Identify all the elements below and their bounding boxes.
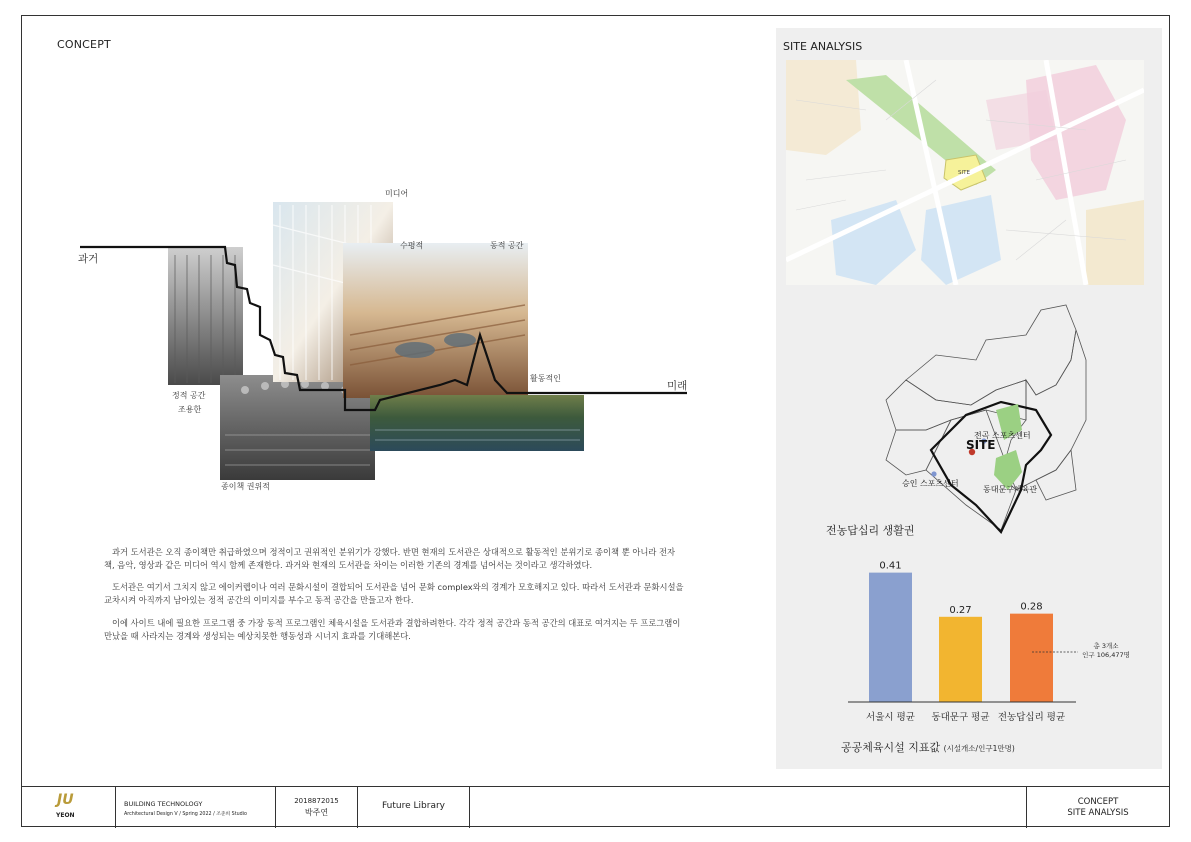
jeonnong-district-outline bbox=[931, 402, 1051, 532]
district-diagram bbox=[786, 300, 1156, 540]
center2-marker bbox=[931, 471, 936, 476]
label-future: 미래 bbox=[667, 380, 688, 392]
label-past: 과거 bbox=[78, 253, 99, 265]
footer-empty-cell bbox=[469, 787, 1027, 828]
chart-title bbox=[841, 739, 1015, 755]
footer-student-id: 2018872015 bbox=[294, 797, 339, 805]
chart-category-label-1: 서울시 평균 bbox=[866, 712, 915, 723]
footer-sheet-line1: CONCEPT bbox=[1077, 797, 1119, 807]
footer-project: Future Library bbox=[357, 787, 469, 828]
logo-text: YEON bbox=[56, 812, 75, 819]
chart-bar-1 bbox=[869, 573, 912, 702]
footer-course bbox=[115, 787, 275, 828]
district-caption: 전농답십리 생활권 bbox=[826, 524, 915, 537]
chart-title-unit: (시설개소/인구1만명) bbox=[943, 744, 1015, 753]
label-horizontal: 수평적 bbox=[400, 241, 424, 250]
chart-bar-3 bbox=[1010, 614, 1053, 702]
facility-index-chart bbox=[786, 540, 1156, 765]
chart-value-label-2: 0.27 bbox=[949, 604, 972, 616]
label-active: 활동적인 bbox=[530, 374, 561, 383]
collage-graphic bbox=[75, 185, 695, 495]
label-quiet: 조용한 bbox=[178, 405, 202, 414]
concept-paragraph-1: 과거 도서관은 오직 종이책만 취급하였으며 정적이고 권위적인 분위기가 강했다. 반면 현재의 도서관은 상대적으로 활동적인 분위기로 종이책 뿐 아니라 전자책, 음악, 영상과 같은 미디어 역시 함께 존재한다. 과거와 현재의 도서관을 차이는 이러한 기존의 경계를 넘어서는 것이라고 생각하였다. bbox=[104, 547, 676, 570]
chart-title-text: 공공체육시설 지표값 bbox=[841, 741, 941, 754]
district-map-graphic bbox=[786, 300, 1156, 540]
label-static-space: 정적 공간 bbox=[172, 391, 206, 400]
old-library-photo bbox=[168, 247, 243, 385]
label-dynamic-space: 동적 공간 bbox=[490, 241, 524, 250]
concept-paragraph-3: 이에 사이트 내에 필요한 프로그램 중 가장 동적 프로그램인 체육시설을 도서관과 결합하려한다. 각각 정적 공간과 동적 공간의 대표로 여겨지는 두 프로그램이 만났을 때 사라지는 경계와 생성되는 예상치못한 행동성과 시너지 효과를 기대해본다. bbox=[104, 618, 681, 641]
concept-paragraph-2: 도서관은 여기서 그치지 않고 에이커렙이나 여러 문화시설이 결합되어 도서관을 넘어 문화 complex와의 경계가 모호해지고 있다. 따라서 도서관과 문화시설을 교차시켜 아직까지 남아있는 정적 공간의 이미지를 부수고 동적 공간을 만들고자 한다. bbox=[104, 582, 684, 605]
diagram-site-label: SITE bbox=[966, 438, 996, 452]
center3-label: 동대문구체육관 bbox=[983, 485, 1038, 494]
concept-collage bbox=[75, 185, 695, 495]
chart-value-label-3: 0.28 bbox=[1020, 601, 1043, 613]
footer-sheet bbox=[1026, 787, 1169, 828]
footer-sheet-line2: SITE ANALYSIS bbox=[1067, 808, 1129, 818]
chart-value-label-1: 0.41 bbox=[879, 560, 902, 572]
chart-annotation-line2: 인구 106,477명 bbox=[1082, 651, 1130, 659]
logo bbox=[40, 790, 100, 826]
site-analysis-title: SITE ANALYSIS bbox=[783, 40, 863, 53]
footer-course-title: BUILDING TECHNOLOGY bbox=[124, 800, 203, 808]
site-map bbox=[786, 60, 1144, 285]
footer-bar bbox=[21, 786, 1170, 829]
chart-category-label-2: 동대문구 평균 bbox=[931, 712, 990, 723]
concept-title: CONCEPT bbox=[57, 38, 111, 51]
label-media: 미디어 bbox=[385, 189, 409, 198]
center2-label: 승인 스포츠센터 bbox=[902, 479, 959, 488]
chart-bar-2 bbox=[939, 617, 982, 702]
chart-category-label-3: 전농답십리 평균 bbox=[997, 712, 1066, 723]
chart-annotation-line1: 총 3개소 bbox=[1093, 642, 1119, 650]
footer-student-name: 박주연 bbox=[304, 808, 329, 817]
park-photo bbox=[370, 395, 584, 451]
label-paper-authority: 종이책 권위적 bbox=[221, 482, 270, 491]
site-map-graphic bbox=[786, 60, 1144, 285]
map-site-label: SITE bbox=[958, 170, 970, 176]
footer-student bbox=[275, 787, 357, 828]
footer-course-sub: Architectural Design V / Spring 2022 / 조준희 Studio bbox=[124, 812, 247, 817]
logo-mark: JU bbox=[57, 792, 74, 808]
center1-label: 전곡 스포츠센터 bbox=[974, 431, 1031, 440]
